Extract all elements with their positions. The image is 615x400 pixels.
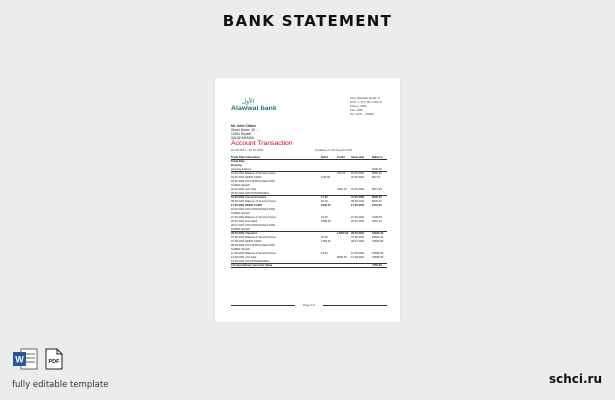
customer-address-line: 12451 Riyadh: [231, 132, 252, 136]
balance-cell: 4750.00: [372, 264, 382, 267]
logo-arabic-text: الأول: [241, 98, 255, 105]
page-footer: [231, 302, 387, 308]
date-description-cell: SUPER SALES: [231, 184, 250, 187]
value-date-cell: 07.08.2021: [351, 236, 365, 239]
date-description-cell: 31.05.2021 Carried Forward: [231, 196, 266, 199]
site-watermark: schci.ru: [548, 372, 602, 386]
date-description-cell: 25.07.2021 Giro Debit: [231, 220, 258, 223]
date-description-cell: Opening balance: [231, 168, 252, 171]
date-description-cell: Closing balance 'Account' Value: [231, 264, 273, 267]
balance-cell: 18622.16: [372, 232, 384, 235]
date-description-cell: 27.06.2021 Balance of Service Prices: [231, 216, 276, 219]
statement-document: [215, 78, 400, 322]
balance-cell: 852.67: [372, 176, 381, 179]
balance-cell: 16836.65: [372, 252, 384, 255]
date-description-cell: SUPER SALES: [231, 228, 250, 231]
column-header: Balance: [372, 156, 383, 159]
date-description-cell: 08.06.2021 Balance of Service Prices: [231, 200, 276, 203]
value-date-cell: 08.06.2021: [351, 200, 365, 203]
value-date-cell: 17.06.2021: [351, 204, 365, 207]
balance-cell: 4570.16: [372, 220, 382, 223]
balance-cell: 6154.00: [372, 204, 382, 207]
word-document-icon: [12, 348, 38, 370]
balance-cell: 18606.16: [372, 236, 384, 239]
bank-address-line: King Abdullah Road, 6: [350, 96, 380, 100]
bank-address-line: EXIT 1, P.O. Box 56679: [350, 100, 382, 104]
debit-cell: 1756.51: [321, 240, 331, 243]
pdf-document-icon: [44, 348, 64, 370]
column-header: Trade Date Information: [231, 156, 261, 159]
date-description-cell: 07.08.2021 Balance of Service Prices: [231, 236, 276, 239]
value-date-cell: 08.07.2021: [351, 240, 365, 243]
column-header: Value date: [351, 156, 365, 159]
customer-address-line: SAUDI ARABIA: [231, 136, 254, 140]
customer-address: [231, 124, 259, 140]
date-description-cell: 05.06.2021 ATM WITHDRAWAL: [231, 192, 270, 195]
statement-period: 01.05.2021 - 15.07.2021: [231, 148, 264, 152]
date-description-cell: 04.06.2021 Giro Sale: [231, 188, 257, 191]
customer-name: Mr. John Citizen: [231, 124, 257, 128]
balance-cell: 24836.65: [372, 256, 384, 259]
debit-cell: 13.00: [321, 252, 328, 255]
balance-cell: 6139.00: [372, 216, 382, 219]
debit-cell: 15.00: [321, 216, 328, 219]
date-description-cell: 04.05.2021 POS PURCHASE FOOD: [231, 180, 276, 183]
value-date-cell: 12.08.2021: [351, 252, 365, 255]
date-description-cell: Trade Date: [231, 160, 245, 163]
customer-address-line: Street Name, 45 ...: [231, 128, 259, 132]
debit-cell: 16.00: [321, 200, 328, 203]
balance-cell: 8000.00: [372, 196, 382, 199]
table-body: [231, 160, 387, 268]
value-date-cell: 03.05.2021: [351, 176, 365, 179]
date-description-cell: 26.07.2021 POS PURCHASE FOOD: [231, 224, 276, 227]
debit-cell: 16.00: [321, 236, 328, 239]
value-date-cell: 28.06.2021: [351, 232, 365, 235]
date-description-cell: 12.08.2021 Balance of Service Prices: [231, 252, 276, 255]
bank-address-line: Fax +966 ...: [350, 108, 366, 112]
date-description-cell: 28.06.2021 Transfers: [231, 232, 258, 235]
date-description-cell: 07.08.2021 DEBIT CARD: [231, 240, 262, 243]
value-date-cell: 01.05.2021: [351, 172, 365, 175]
column-header: Credit: [337, 156, 345, 159]
debit-cell: 1568.84: [321, 220, 331, 223]
date-description-cell: Booking: [231, 164, 242, 167]
value-date-cell: 04.06.2021: [351, 188, 365, 191]
pdf-badge-label: PDF: [48, 359, 60, 365]
column-header: Debit: [321, 156, 328, 159]
credit-cell: 14052.00: [337, 232, 349, 235]
value-date-cell: 25.07.2021: [351, 220, 365, 223]
balance-cell: 4000.00: [372, 168, 382, 171]
balance-cell: 3850.00: [372, 172, 382, 175]
balance-cell: 16849.65: [372, 240, 384, 243]
debit-cell: 1140.51: [321, 176, 331, 179]
credit-cell: 150.00: [337, 172, 346, 175]
date-description-cell: SUPER SALES: [231, 248, 250, 251]
credit-cell: 8000.00: [337, 256, 347, 259]
value-date-cell: 13.08.2021: [351, 256, 365, 259]
editable-template-caption: fully editable template: [12, 380, 109, 390]
account-title: Account Transaction: [231, 140, 293, 147]
footer-rule: [231, 305, 295, 306]
date-description-cell: 18.06.2021 POS PURCHASE FOOD: [231, 208, 276, 211]
balance-cell: 8971.35: [372, 188, 382, 191]
date-description-cell: 13.08.2021 Giro Sale: [231, 256, 257, 259]
date-description-cell: 03.05.2021 DEBIT CARD: [231, 176, 262, 179]
date-description-cell: 17.06.2021 DEBIT CARD: [231, 204, 262, 207]
value-date-cell: 27.06.2021: [351, 216, 365, 219]
bank-logo: [231, 98, 277, 113]
debit-cell: 11.72: [321, 196, 328, 199]
balance-cell: 8000.51: [372, 200, 382, 203]
page-title: BANK STATEMENT: [222, 12, 393, 30]
date-description-cell: SUPER SALES: [231, 212, 250, 215]
date-description-cell: 01.05.2021 Balance of Service prices: [231, 172, 276, 175]
bank-address-line: Phone +966 ...: [350, 104, 370, 108]
transactions-table: [231, 156, 387, 268]
page-number: Page 1/1: [302, 303, 315, 307]
date-description-cell: 08.08.2021 POS PURCHASE FOOD: [231, 244, 276, 247]
credit-cell: 7654.13: [337, 188, 347, 191]
debit-cell: 1846.51: [321, 204, 331, 207]
table-row: [231, 264, 387, 268]
footer-rule: [323, 305, 387, 306]
value-date-cell: 31.05.2021: [351, 196, 365, 199]
bank-address: [350, 96, 396, 116]
updated-date: Updated on 15 August 2021: [315, 148, 353, 152]
logo-latin-text: Alawwal bank: [231, 105, 277, 112]
date-description-cell: 14.08.2021 ATM WITHDRAWAL: [231, 260, 270, 263]
word-badge-label: W: [15, 354, 24, 365]
bank-address-line: Tel +966 ... 00000: [350, 112, 374, 116]
